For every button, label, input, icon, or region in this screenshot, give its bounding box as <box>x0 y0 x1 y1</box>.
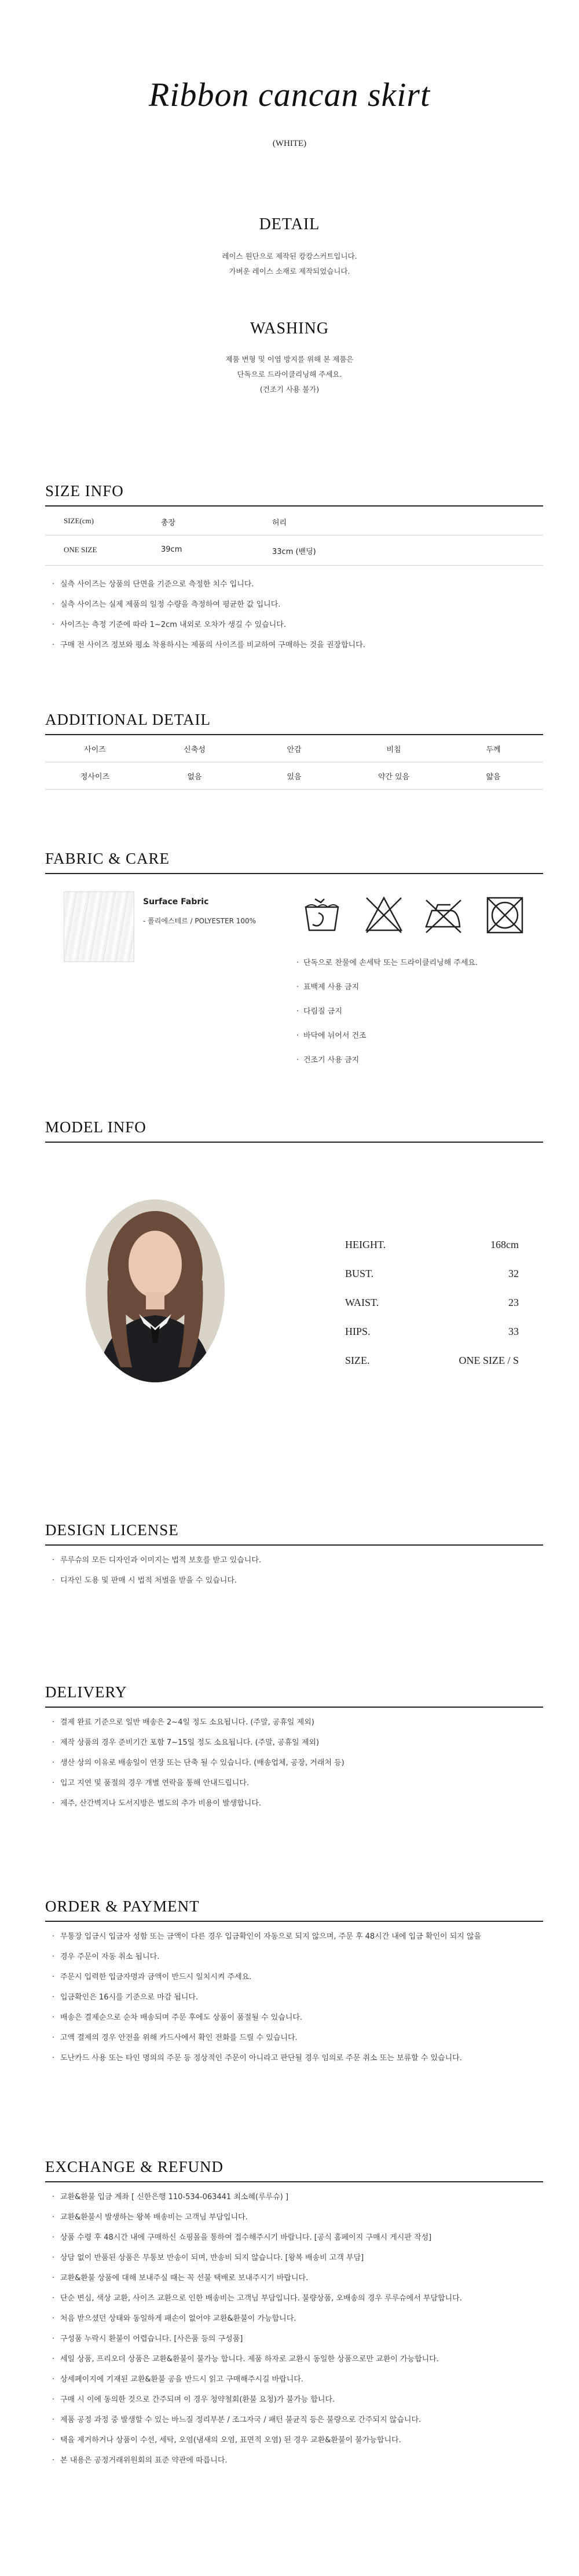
list-item: · 본 내용은 공정거래위원회의 표준 약관에 따릅니다. <box>52 2450 538 2471</box>
list-item: · 상세페이지에 기재된 교환&환불 공을 반드시 읽고 구매해주시길 바랍니다. <box>52 2369 538 2390</box>
detail-line: 레이스 원단으로 제작된 캉캉스커트입니다. <box>222 252 357 260</box>
list-item: · 상담 없이 반품된 상품은 무통보 반송이 되며, 반송비 되지 않습니다. [왕복 배송비 고객 부담] <box>52 2248 538 2268</box>
model-stats <box>345 1239 519 1384</box>
table-header-cell: 안감 <box>244 735 344 762</box>
washing-line: 제품 변형 및 이염 방지를 위해 본 제품은 <box>225 355 354 364</box>
order-payment-title: ORDER & PAYMENT <box>45 1898 200 1915</box>
stat-value: 168cm <box>490 1239 519 1250</box>
list-item: · 도난카드 사용 또는 타인 명의의 주문 등 정상적인 주문이 아니라고 판단될 경우 임의로 주문 취소 또는 보류할 수 있습니다. <box>52 2048 538 2068</box>
table-header-cell: 비침 <box>344 735 444 762</box>
detail-text <box>0 249 579 279</box>
list-item: · 실측 사이즈는 실제 제품의 일정 수량을 측정하여 평균한 값 입니다. <box>52 595 538 615</box>
size-table-row <box>45 538 543 563</box>
no-bleach-icon <box>363 894 405 936</box>
list-item: · 제품 공정 과정 중 발생할 수 있는 바느질 정리부분 / 조그자국 / 패턴 불균직 등은 불량으로 간주되지 않습니다. <box>52 2410 538 2430</box>
size-notes <box>52 574 538 655</box>
table-cell: 정사이즈 <box>45 762 145 790</box>
list-item: · 단독으로 찬물에 손세탁 또는 드라이클리닝해 주세요. <box>296 951 540 975</box>
list-item: · 택을 제거하거나 상품이 수선, 세탁, 오염(냄새의 오염, 표면적 오염) 된 경우 교환&환불이 불가능합니다. <box>52 2430 538 2450</box>
size-cell: ONE SIZE <box>64 545 97 554</box>
model-stat-row <box>345 1239 519 1268</box>
list-item: · 바닥에 뉘어서 건조 <box>296 1024 540 1048</box>
section-divider <box>45 1707 543 1708</box>
model-stat-row <box>345 1268 519 1297</box>
section-divider <box>45 2181 543 2182</box>
table-divider <box>45 565 543 566</box>
section-divider <box>45 1544 543 1546</box>
list-item: · 표백제 사용 금지 <box>296 975 540 1000</box>
no-tumble-dry-icon <box>484 894 526 936</box>
list-item: · 처음 받으셨던 상태와 동일하게 패손이 없어야 교환&환불이 가능합니다. <box>52 2309 538 2329</box>
list-item: · 입금확인은 16시를 기준으로 마감 됩니다. <box>52 1987 538 2008</box>
stat-label: SIZE. <box>345 1355 370 1366</box>
section-divider <box>45 1142 543 1143</box>
washing-line: (건조기 사용 불가) <box>259 385 320 394</box>
additional-detail-title: ADDITIONAL DETAIL <box>45 711 211 728</box>
list-item: · 디자인 도용 및 판매 시 법적 처벌을 받을 수 있습니다. <box>52 1570 538 1591</box>
list-item: · 제작 상품의 경우 준비기간 포함 7~15일 정도 소요됩니다. (주말, 공휴일 제외) <box>52 1733 538 1753</box>
fabric-care-title: FABRIC & CARE <box>45 850 170 867</box>
list-item: · 결제 완료 기준으로 일반 배송은 2~4일 정도 소요됩니다. (주말, 공휴일 제외) <box>52 1712 538 1733</box>
list-item: · 무통장 입금시 입금자 성함 또는 금액이 다른 경우 입금확인이 자동으로 되지 않으며, 주문 후 48시간 내에 입금 확인이 되지 않을 <box>52 1927 538 1947</box>
exchange-list <box>52 2187 538 2471</box>
exchange-refund-title: EXCHANGE & REFUND <box>45 2158 224 2175</box>
list-item: · 경우 주문이 자동 취소 됩니다. <box>52 1947 538 1967</box>
list-item: · 다림질 금지 <box>296 1000 540 1024</box>
stat-label: WAIST. <box>345 1297 379 1308</box>
list-item: · 고액 결제의 경우 안전을 위해 카드사에서 확인 전화를 드릴 수 있습니다. <box>52 2028 538 2048</box>
stat-label: BUST. <box>345 1268 374 1279</box>
size-header-cell: 허리 <box>272 519 287 527</box>
care-instructions <box>296 951 540 1073</box>
fabric-composition: - 폴리에스테르 / POLYESTER 100% <box>143 917 256 925</box>
section-divider <box>45 873 543 874</box>
list-item: · 실측 사이즈는 상품의 단면을 기준으로 측정한 치수 입니다. <box>52 574 538 595</box>
stat-value: 33 <box>508 1326 519 1337</box>
size-cell: 39cm <box>161 545 182 554</box>
table-cell: 있음 <box>244 762 344 790</box>
fabric-label: Surface Fabric <box>143 897 209 907</box>
stat-value: 32 <box>508 1268 519 1279</box>
list-item: · 세일 상품, 프리오더 상품은 교환&환불이 불가능 합니다. 제품 하자로 교환시 동일한 상품으로만 교환이 가능합니다. <box>52 2349 538 2369</box>
model-stat-row <box>345 1355 519 1384</box>
list-item: · 구매 전 사이즈 정보와 평소 착용하시는 제품의 사이즈를 비교하여 구매하는 것을 권장합니다. <box>52 635 538 655</box>
list-item: · 주문시 입력한 입금자명과 금액이 반드시 일치시켜 주세요. <box>52 1967 538 1987</box>
model-stat-row <box>345 1326 519 1355</box>
stat-value: 23 <box>508 1297 519 1308</box>
table-header-cell: 두께 <box>444 735 543 762</box>
list-item: · 교환&환불시 발생하는 왕복 배송비는 고객님 부담입니다. <box>52 2207 538 2228</box>
table-header-cell: 사이즈 <box>45 735 145 762</box>
list-item: · 제주, 산간벽지나 도서지방은 별도의 추가 비용이 발생합니다. <box>52 1793 538 1814</box>
table-cell: 약간 있음 <box>344 762 444 790</box>
section-divider <box>45 505 543 507</box>
section-divider <box>45 1921 543 1922</box>
stat-label: HEIGHT. <box>345 1239 386 1250</box>
size-header-cell: 총장 <box>161 519 176 527</box>
list-item: · 구성품 누락시 환불이 어렵습니다. [사은품 등의 구성품] <box>52 2329 538 2349</box>
table-row <box>45 735 543 762</box>
no-iron-icon <box>423 894 464 936</box>
list-item: · 건조기 사용 금지 <box>296 1048 540 1073</box>
fabric-swatch-image <box>64 891 134 962</box>
product-title: Ribbon cancan skirt <box>148 76 431 113</box>
additional-detail-table <box>45 735 543 790</box>
detail-line: 가벼운 레이스 소재로 제작되었습니다. <box>229 267 350 276</box>
model-stat-row <box>345 1297 519 1326</box>
list-item: · 교환&환불 상품에 대해 보내주실 때는 꼭 선불 택배로 보내주시기 바랍니다. <box>52 2268 538 2288</box>
list-item: · 루루슈의 모든 디자인과 이미지는 법적 보호를 받고 있습니다. <box>52 1550 538 1570</box>
table-cell: 얇음 <box>444 762 543 790</box>
model-info-title: MODEL INFO <box>45 1118 146 1136</box>
size-info-title: SIZE INFO <box>45 482 124 500</box>
delivery-title: DELIVERY <box>45 1683 127 1701</box>
size-header-cell: SIZE(cm) <box>64 516 94 525</box>
license-list <box>52 1550 538 1591</box>
list-item: · 입고 지연 및 품절의 경우 개별 연락을 통해 안내드립니다. <box>52 1773 538 1793</box>
product-color: (WHITE) <box>272 139 307 148</box>
table-cell: 없음 <box>145 762 244 790</box>
delivery-list <box>52 1712 538 1814</box>
washing-text <box>0 352 579 397</box>
table-header-cell: 신축성 <box>145 735 244 762</box>
list-item: · 사이즈는 측정 기준에 따라 1~2cm 내외로 오차가 생길 수 있습니다. <box>52 615 538 635</box>
table-row <box>45 762 543 790</box>
size-table-header <box>45 509 543 534</box>
list-item: · 생산 상의 이유로 배송일이 연장 또는 단축 될 수 있습니다. (배송업체, 공장, 거래처 등) <box>52 1753 538 1773</box>
stat-label: HIPS. <box>345 1326 371 1337</box>
list-item: · 배송은 결제순으로 순차 배송되며 주문 후에도 상품이 품절될 수 있습니다. <box>52 2008 538 2028</box>
list-item: · 구매 시 이에 동의한 것으로 간주되며 이 경우 청약철회(환불 요청)가 불가능 합니다. <box>52 2390 538 2410</box>
dry-clean-only-icon <box>301 894 343 936</box>
list-item: · 단순 변심, 색상 교환, 사이즈 교환으로 인한 배송비는 고객님 부담입니다. 불량상품, 오배송의 경우 루루슈에서 부담합니다. <box>52 2288 538 2309</box>
list-item: · 상품 수령 후 48시간 내에 구매하신 쇼핑몰을 통하여 접수해주시기 바랍니다. [공식 홈페이지 구매시 게시판 작성] <box>52 2228 538 2248</box>
order-list <box>52 1927 538 2068</box>
washing-line: 단독으로 드라이클리닝해 주세요. <box>237 370 342 379</box>
model-photo <box>86 1199 225 1382</box>
detail-title: DETAIL <box>259 215 320 233</box>
stat-value: ONE SIZE / S <box>459 1355 519 1366</box>
size-cell: 33cm (밴딩) <box>272 548 316 556</box>
washing-title: WASHING <box>250 320 329 337</box>
list-item: · 교환&환불 입금 계좌 [ 신한은행 110-534-063441 최소혜(루루슈) ] <box>52 2187 538 2207</box>
design-license-title: DESIGN LICENSE <box>45 1521 179 1539</box>
